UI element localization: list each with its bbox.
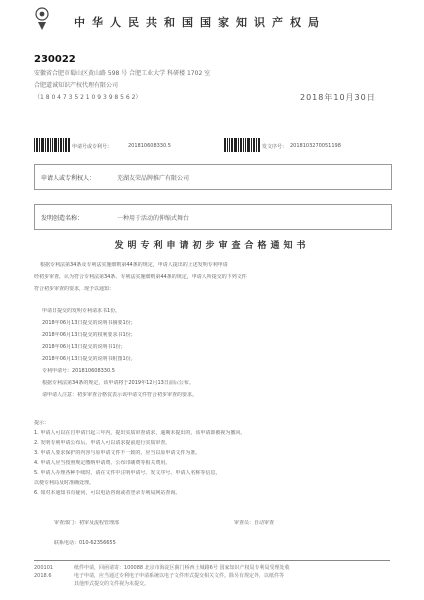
notes-section — [34, 420, 390, 510]
office-header: 中华人民共和国国家知识产权局 — [74, 16, 326, 29]
applicant-box — [34, 164, 392, 190]
notes-line: 2. 发明专利申请公布后，申请人可以请求提前进行实质审查。 — [34, 440, 171, 446]
send-number: 2018103270051198 — [290, 143, 341, 149]
document-title: 发明专利申请初步审查合格通知书 — [114, 241, 310, 251]
body-line: 根据专利法第34条及专利法实施细则第44条的规定，申请人提出的上述发明专利申请 — [40, 262, 228, 268]
body-line: 根据专利法第34条的规定，该申请将于2019年12月13日前后公布。 — [42, 380, 194, 386]
body-line: 符合初步审查的要求，现予以通知： — [34, 286, 115, 292]
recipient-address — [34, 68, 210, 104]
invention-label: 发明创造名称： — [41, 215, 84, 222]
notes-line: 以便专利局及时准确处理。 — [34, 480, 95, 486]
application-number: 201810608330.5 — [128, 143, 171, 149]
applicant-label: 申请人或专利权人： — [41, 175, 96, 182]
form-code: 200101 — [34, 565, 54, 571]
footer — [34, 564, 390, 590]
recipient-postcode: 230022 — [34, 54, 76, 65]
body-line: 申请日提交的发明专利请求书1份。 — [42, 308, 121, 314]
body-line: 2018年06月13日提交的说明书摘要1份； — [42, 320, 136, 326]
body-line: 经初步审查，认为符合专利法第34条、专利法实施细则第44条的规定，申请人所提交的下列文件 — [34, 274, 247, 280]
notice-body — [34, 262, 390, 412]
address-line: 合肥道诚知识产权代理有限公司 — [34, 82, 119, 89]
footer-line: 其他形式提交的文件视为未提交。 — [74, 581, 150, 587]
send-number-label: 发文序号： — [262, 144, 288, 150]
address-line: （1 8 0 4 7 3 5 2 1 0 9 3 9 8 5 6 2） — [34, 94, 142, 101]
notes-line: 1. 申请人可以在自申请日起三年内，提出实质审查请求，逾期未提出的，该申请即被视为撤回。 — [34, 430, 246, 436]
notes-line: 4. 申请人应当按照规定缴纳申请费、公布印刷费等相关费用。 — [34, 460, 171, 466]
body-line: 2018年06月13日提交的说明书1份； — [42, 344, 126, 350]
notes-line: 6. 如对本通知书有疑问，可以电话咨询或者登录专利局网站查询。 — [34, 490, 181, 496]
notes-line: 3. 申请人要求保护的内容与原申请文件不一致的，应当以原申请文件为准。 — [34, 450, 201, 456]
footer-divider — [34, 560, 390, 561]
footer-line: 纸件申请，回函请寄：100088 北京市海淀区蓟门桥西土城路6号 国家知识产权局专利局受理处收 — [74, 565, 290, 571]
footer-line: 电子申请，应当通过专利电子申请系统以电子文件形式提交相关文件。除另有规定外，以纸件等 — [74, 573, 285, 579]
applicant-name: 芜湖友荣品牌推广有限公司 — [117, 175, 190, 182]
contact-phone: 联系电话：010-62356655 — [54, 540, 116, 546]
barcode-icon — [34, 138, 70, 152]
examiner-name: 审查员：自动审查 — [234, 520, 275, 526]
notes-line: 提示： — [34, 420, 50, 426]
form-code: 2018.6 — [34, 573, 52, 579]
address-line: 安徽省合肥市蜀山区黄山路 598 号 合肥工业大学 科研楼 1702 室 — [34, 70, 211, 77]
invention-name: 一种用于活动的伸缩式舞台 — [117, 215, 190, 222]
application-number-label: 申请号或专利号： — [72, 144, 113, 150]
body-line: 专利申请号：201810608330.5 — [42, 368, 115, 374]
invention-box — [34, 204, 392, 230]
barcode-icon — [224, 138, 260, 152]
notes-line: 5. 申请人办理各种手续时，请在文件中注明申请号、发文序号、申请人名称等信息， — [34, 470, 221, 476]
body-line: 请申请人注意：初步审查合格仅表示该申请文件符合初步审查的要求。 — [42, 392, 198, 398]
send-date: 2018年10月30日 — [300, 93, 376, 102]
examiner-department: 审查部门：初审及流程管理部 — [54, 520, 120, 526]
body-line: 2018年06月13日提交的说明书附图1份。 — [42, 356, 136, 362]
national-emblem-icon — [32, 6, 52, 32]
signature-block — [34, 520, 390, 552]
body-line: 2018年06月13日提交的权利要求书1份； — [42, 332, 136, 338]
